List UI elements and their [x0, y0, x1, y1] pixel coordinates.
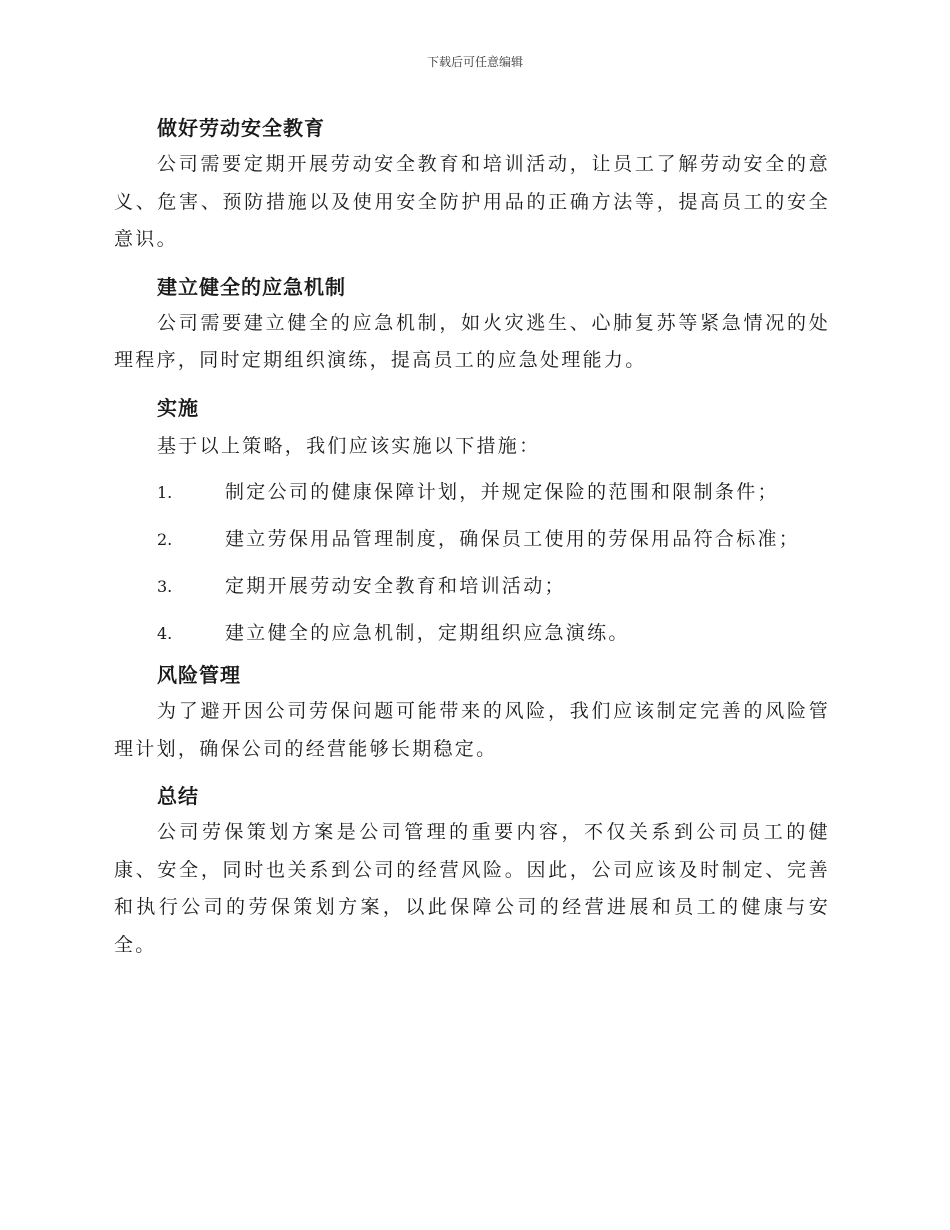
list-number: 1.: [157, 483, 173, 502]
section-heading: 建立健全的应急机制: [157, 274, 346, 299]
section-heading: 实施: [157, 395, 199, 420]
paragraph: 公司需要建立健全的应急机制，如火灾逃生、心肺复苏等紧急情况的处理程序，同时定期组织演练，提高员工的应急处理能力。: [114, 311, 830, 371]
list-text: 建立健全的应急机制，定期组织应急演练。: [225, 622, 630, 644]
paragraph: 公司劳保策划方案是公司管理的重要内容，不仅关系到公司员工的健康、安全，同时也关系到公司的经营风险。因此，公司应该及时制定、完善和执行公司的劳保策划方案，以此保障公司的经营进展和员工的健康与安全。: [114, 821, 830, 956]
section-safety-education: [114, 110, 830, 259]
list-number: 4.: [157, 624, 173, 643]
measures-list: [114, 469, 830, 657]
list-item: [114, 563, 830, 610]
list-text: 建立劳保用品管理制度，确保员工使用的劳保用品符合标准；: [225, 528, 801, 550]
section-emergency-mechanism: [114, 269, 830, 380]
paragraph: 公司需要定期开展劳动安全教育和培训活动，让员工了解劳动安全的意义、危害、预防措施以及使用安全防护用品的正确方法等，提高员工的安全意识。: [114, 153, 830, 250]
list-number: 2.: [157, 530, 173, 549]
paragraph: 基于以上策略，我们应该实施以下措施：: [157, 434, 541, 457]
section-risk-management: [114, 657, 830, 768]
section-implementation: [114, 390, 830, 658]
paragraph: 为了避开因公司劳保问题可能带来的风险，我们应该制定完善的风险管理计划，确保公司的经营能够长期稳定。: [114, 700, 830, 760]
list-text: 定期开展劳动安全教育和培训活动；: [225, 575, 566, 597]
list-item: [114, 610, 830, 657]
list-text: 制定公司的健康保障计划，并规定保险的范围和限制条件；: [225, 481, 779, 503]
page-header: 下载后可任意编辑: [426, 55, 523, 69]
section-summary: [114, 778, 830, 964]
section-heading: 做好劳动安全教育: [157, 116, 325, 140]
list-item: [114, 469, 830, 516]
list-item: [114, 516, 830, 563]
section-heading: 风险管理: [157, 663, 241, 687]
section-heading: 总结: [157, 784, 199, 808]
document-body: [114, 110, 830, 964]
list-number: 3.: [157, 577, 173, 596]
